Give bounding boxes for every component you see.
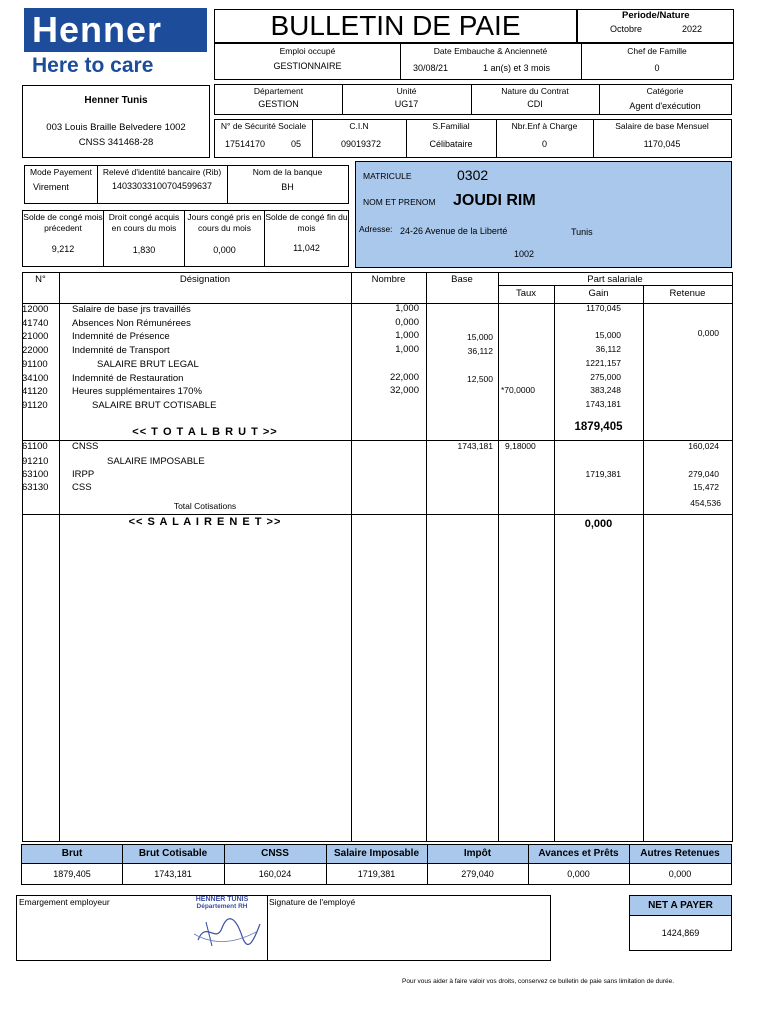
summary-header: Impôt (463, 848, 492, 859)
familial-label: S.Familial (432, 121, 470, 131)
row-label: SALAIRE BRUT LEGAL (97, 359, 199, 370)
row-gain: 36,112 (595, 344, 621, 354)
acquis-value: 1,830 (132, 245, 156, 255)
summary-value: 1743,181 (154, 869, 192, 879)
salaire-base-value: 1170,045 (643, 139, 681, 149)
signature-label: Signature de l'employé (269, 897, 356, 907)
matricule-value: 0302 (457, 167, 489, 183)
code-postal-value: 1002 (514, 249, 535, 259)
row-code: 91120 (22, 400, 48, 411)
categorie-label: Catégorie (646, 86, 684, 96)
row-code: 61100 (22, 441, 48, 452)
summary-header: Avances et Prêts (538, 848, 619, 859)
stamp-line-2: Département RH (196, 903, 248, 910)
job-row-3 (214, 119, 732, 158)
row-code: 91210 (22, 456, 49, 467)
summary-value: 0,000 (567, 869, 590, 879)
emploi-label: Emploi occupé (279, 46, 336, 56)
period-box (577, 9, 734, 43)
row-label: CNSS (72, 441, 99, 452)
company-box (22, 85, 210, 158)
row-nombre: 22,000 (389, 372, 419, 383)
mode-value: Virement (33, 182, 69, 192)
row-code: 91100 (22, 359, 48, 370)
col-part-header: Part salariale (587, 274, 643, 285)
unite-value: UG17 (394, 99, 419, 109)
enfants-value: 0 (541, 139, 547, 149)
bank-box (24, 165, 349, 204)
page-title: BULLETIN DE PAIE (270, 10, 521, 41)
row-code: 22000 (22, 345, 49, 356)
row-nombre: 1,000 (395, 330, 419, 341)
total-brut-value: 1879,405 (574, 421, 623, 433)
solde-prec-label: Solde de congé mois précedent (23, 212, 103, 233)
row-retenue: 160,024 (688, 441, 719, 451)
row-code: 41740 (22, 318, 49, 329)
row-code: 41120 (22, 386, 48, 397)
row-label: Indemnité de Restauration (72, 373, 184, 384)
company-name: Henner Tunis (84, 95, 148, 106)
rib-value: 14033033100704599637 (111, 181, 213, 191)
enfants-label: Nbr.Enf à Charge (511, 121, 578, 131)
row-nombre: 32,000 (389, 385, 419, 396)
salaire-net-value: 0,000 (584, 518, 613, 530)
salaire-base-label: Salaire de base Mensuel (615, 121, 709, 131)
summary-value: 1879,405 (53, 869, 91, 879)
row-gain: 383,248 (590, 385, 621, 395)
row-base: 12,500 (467, 374, 493, 384)
total-cotisations-label: Total Cotisations (173, 501, 237, 511)
row-nombre: 1,000 (395, 303, 419, 314)
row-code: 63100 (22, 469, 49, 480)
company-stamp (176, 896, 268, 960)
ville-value: Tunis (571, 227, 593, 237)
row-code: 34100 (22, 373, 49, 384)
row-nombre: 0,000 (395, 317, 419, 328)
row-label: Salaire de base jrs travaillés (72, 304, 191, 315)
row-label: SALAIRE BRUT COTISABLE (92, 400, 217, 411)
adresse-value: 24-26 Avenue de la Liberté (400, 226, 508, 236)
summary-value: 279,040 (461, 869, 494, 879)
emargement-label: Emargement employeur (19, 897, 110, 907)
summary-value: 1719,381 (357, 869, 396, 879)
summary-header: Autres Retenues (640, 848, 720, 859)
banque-value: BH (281, 182, 294, 192)
row-retenue: 0,000 (697, 328, 719, 338)
logo-tagline: Here to care (32, 54, 154, 77)
company-cnss: CNSS 341468-28 (78, 137, 154, 148)
logo-name: Henner (24, 8, 207, 52)
embauche-date: 30/08/21 (413, 63, 449, 73)
row-gain: 1719,381 (585, 469, 621, 479)
cin-value: 09019372 (341, 139, 382, 149)
row-base: 1743,181 (457, 441, 493, 451)
contrat-value: CDI (527, 99, 543, 109)
title-box (214, 9, 577, 43)
pris-value: 0,000 (213, 245, 236, 255)
mode-label: Mode Payement (30, 167, 92, 177)
banque-label: Nom de la banque (252, 167, 323, 177)
summary-header: Brut Cotisable (138, 848, 208, 859)
unite-label: Unité (396, 86, 417, 96)
signature-box (16, 895, 551, 961)
matricule-label: MATRICULE (363, 171, 412, 181)
row-label: Absences Non Rémunérees (72, 318, 191, 329)
company-address: 003 Louis Braille Belvedere 1002 (46, 122, 186, 133)
employee-box (355, 161, 732, 268)
signature-scribble (176, 910, 268, 950)
chef-value: 0 (654, 63, 660, 73)
col-taux-header: Taux (515, 288, 537, 299)
row-base: 15,000 (467, 332, 493, 342)
row-code: 63130 (22, 482, 49, 493)
chef-label: Chef de Famille (627, 46, 687, 56)
payroll-table (22, 272, 733, 842)
summary-value: 0,000 (668, 869, 692, 879)
net-value: 1424,869 (661, 928, 700, 938)
row-nombre: 1,000 (395, 344, 419, 355)
company-logo (24, 8, 207, 78)
secu-value: 17514170 (225, 139, 266, 149)
row-label: Indemnité de Transport (72, 345, 170, 356)
solde-fin-value: 11,042 (293, 243, 320, 253)
categorie-value: Agent d'exécution (629, 101, 701, 111)
anciennete-value: 1 an(s) et 3 mois (483, 63, 551, 73)
emploi-value: GESTIONNAIRE (273, 61, 342, 71)
total-cotisations-value: 454,536 (690, 498, 721, 508)
dept-value: GESTION (258, 99, 299, 109)
row-gain: 275,000 (590, 372, 621, 382)
row-label: Indemnité de Présence (72, 331, 170, 342)
net-label: NET A PAYER (630, 896, 731, 916)
pris-label: Jours congé pris en cours du mois (187, 212, 262, 233)
summary-table (21, 844, 732, 885)
cin-label: C.I.N (349, 121, 369, 131)
col-nombre-header: Nombre (371, 274, 406, 285)
row-gain: 1221,157 (585, 358, 621, 368)
period-month: Octobre (610, 24, 643, 34)
nom-label: NOM ET PRENOM (363, 197, 436, 207)
job-row-2 (214, 84, 732, 115)
summary-header: Salaire Imposable (333, 848, 420, 859)
row-label: CSS (72, 482, 92, 493)
net-box (629, 895, 732, 951)
secu-label: N° de Sécurité Sociale (220, 121, 307, 131)
secu-cle: 05 (291, 139, 302, 149)
row-code: 12000 (22, 304, 49, 315)
nom-value: JOUDI RIM (453, 192, 536, 209)
summary-header: CNSS (261, 848, 289, 859)
period-label: Periode/Nature (622, 10, 690, 21)
summary-value: 160,024 (258, 869, 292, 879)
row-base: 36,112 (467, 346, 493, 356)
contrat-label: Nature du Contrat (501, 86, 569, 96)
col-retenue-header: Retenue (669, 288, 706, 299)
summary-header: Brut (61, 848, 83, 859)
row-taux: *70,0000 (501, 385, 536, 395)
stamp-line-1: HENNER TUNIS (195, 896, 249, 903)
col-num-header: N° (35, 274, 46, 285)
row-label: Heures supplémentaires 170% (72, 386, 202, 397)
row-retenue: 279,040 (688, 469, 719, 479)
familial-value: Célibataire (429, 139, 473, 149)
col-gain-header: Gain (588, 288, 609, 299)
col-base-header: Base (451, 274, 473, 285)
row-taux: 9,18000 (505, 441, 536, 451)
row-retenue: 15,472 (693, 482, 719, 492)
solde-fin-label: Solde de congé fin du mois (265, 212, 348, 233)
row-gain: 15,000 (595, 330, 621, 340)
adresse-label: Adresse: (359, 224, 393, 234)
row-gain: 1743,181 (585, 399, 621, 409)
footer-note: Pour vous aider à faire valoir vos droits, conservez ce bulletin de paie sans limitation de durée. (402, 978, 675, 985)
row-code: 21000 (22, 331, 49, 342)
job-row-1 (214, 43, 734, 80)
dept-label: Département (253, 86, 304, 96)
rib-label: Relevé d'identité bancaire (Rib) (102, 167, 222, 177)
embauche-label: Date Embauche & Ancienneté (433, 46, 548, 56)
solde-prec-value: 9,212 (51, 244, 75, 254)
row-gain: 1170,045 (586, 303, 621, 313)
conge-box (22, 210, 349, 267)
salaire-net-label: << S A L A I R E N E T >> (128, 516, 282, 528)
acquis-label: Droit congé acquis en cours du mois (108, 212, 180, 233)
period-year: 2022 (682, 24, 703, 34)
row-label: IRPP (72, 469, 95, 480)
col-designation-header: Désignation (179, 274, 231, 285)
row-label: SALAIRE IMPOSABLE (107, 456, 205, 467)
total-brut-label: << T O T A L B R U T >> (132, 426, 278, 438)
